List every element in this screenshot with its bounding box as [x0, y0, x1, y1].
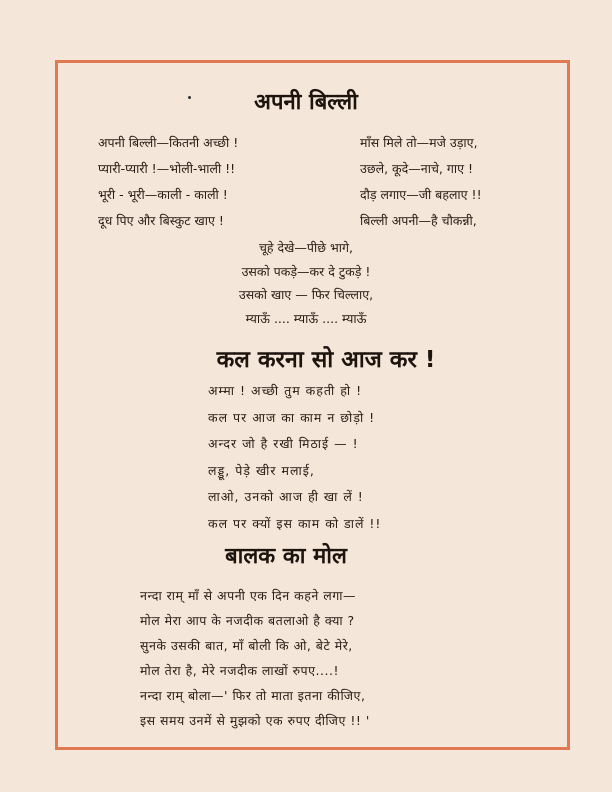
poem-line: कल पर आज का काम न छोड़ो !	[208, 409, 376, 425]
poem-line: सुनके उसकी बात, माँ बोली कि ओ, बेटे मेरे,	[140, 638, 353, 653]
poem-line: इस समय उनमें से मुझको एक रुपए दीजिए !! '	[140, 713, 370, 728]
poem-line: अपनी बिल्ली—कितनी अच्छी !	[98, 135, 239, 150]
poem-line: चूहे देखे—पीछे भागे,	[258, 240, 354, 255]
poem-line: दूध पिए और बिस्कुट खाए !	[98, 213, 224, 228]
poem-line: लड्डू, पेड़े खीर मलाई,	[208, 462, 315, 478]
poem-line: मोल तेरा है, मेरे नजदीक लाखों रुपए....!	[140, 663, 339, 678]
poem1-left-stanza	[98, 130, 238, 234]
poem3-title: बालक का मोल	[225, 544, 347, 569]
poem2-title: कल करना सो आज कर !	[216, 347, 436, 373]
poem-line: प्यारी-प्यारी !—भोली-भाली !!	[98, 161, 236, 176]
poem-line: नन्दा राम् माँ से अपनी एक दिन कहने लगा—	[140, 588, 357, 603]
poem-line: म्याऊँ .... म्याऊँ .... म्याऊँ	[245, 310, 367, 326]
poem-line: भूरी - भूरी—काली - काली !	[98, 187, 228, 202]
poem-line: उछले, कूदे—नाचे, गाए !	[360, 161, 474, 176]
poem-line: कल पर क्यों इस काम को डालें !!	[208, 515, 382, 531]
poem-line: दौड़ लगाए—जी बहलाए !!	[360, 187, 482, 202]
poem-line: उसको पकड़े—कर दे टुकड़े !	[241, 263, 371, 279]
poem-line: लाओ, उनको आज ही खा लें !	[208, 489, 364, 504]
poem-line: अम्मा ! अच्छी तुम कहती हो !	[208, 383, 363, 398]
poem-line: मोल मेरा आप के नजदीक बतलाओ है क्या ?	[140, 613, 355, 628]
poem-line: उसको खाए — फिर चिल्लाए,	[238, 287, 374, 302]
poem1-title: अपनी बिल्ली	[254, 90, 358, 115]
poem1-center-stanza	[0, 236, 612, 330]
poem-line: बिल्ली अपनी—है चौकन्नी,	[360, 213, 477, 228]
poem-line: माँस मिले तो—मजे उड़ाए,	[360, 135, 478, 150]
poem1-right-stanza	[360, 130, 482, 234]
poem-line: अन्दर जो है रखी मिठाई — !	[208, 436, 359, 451]
poem3-stanza	[140, 583, 370, 733]
poem2-stanza	[208, 378, 381, 537]
poem-line: नन्दा राम् बोला—' फिर तो माता इतना कीजिए,	[140, 688, 366, 703]
